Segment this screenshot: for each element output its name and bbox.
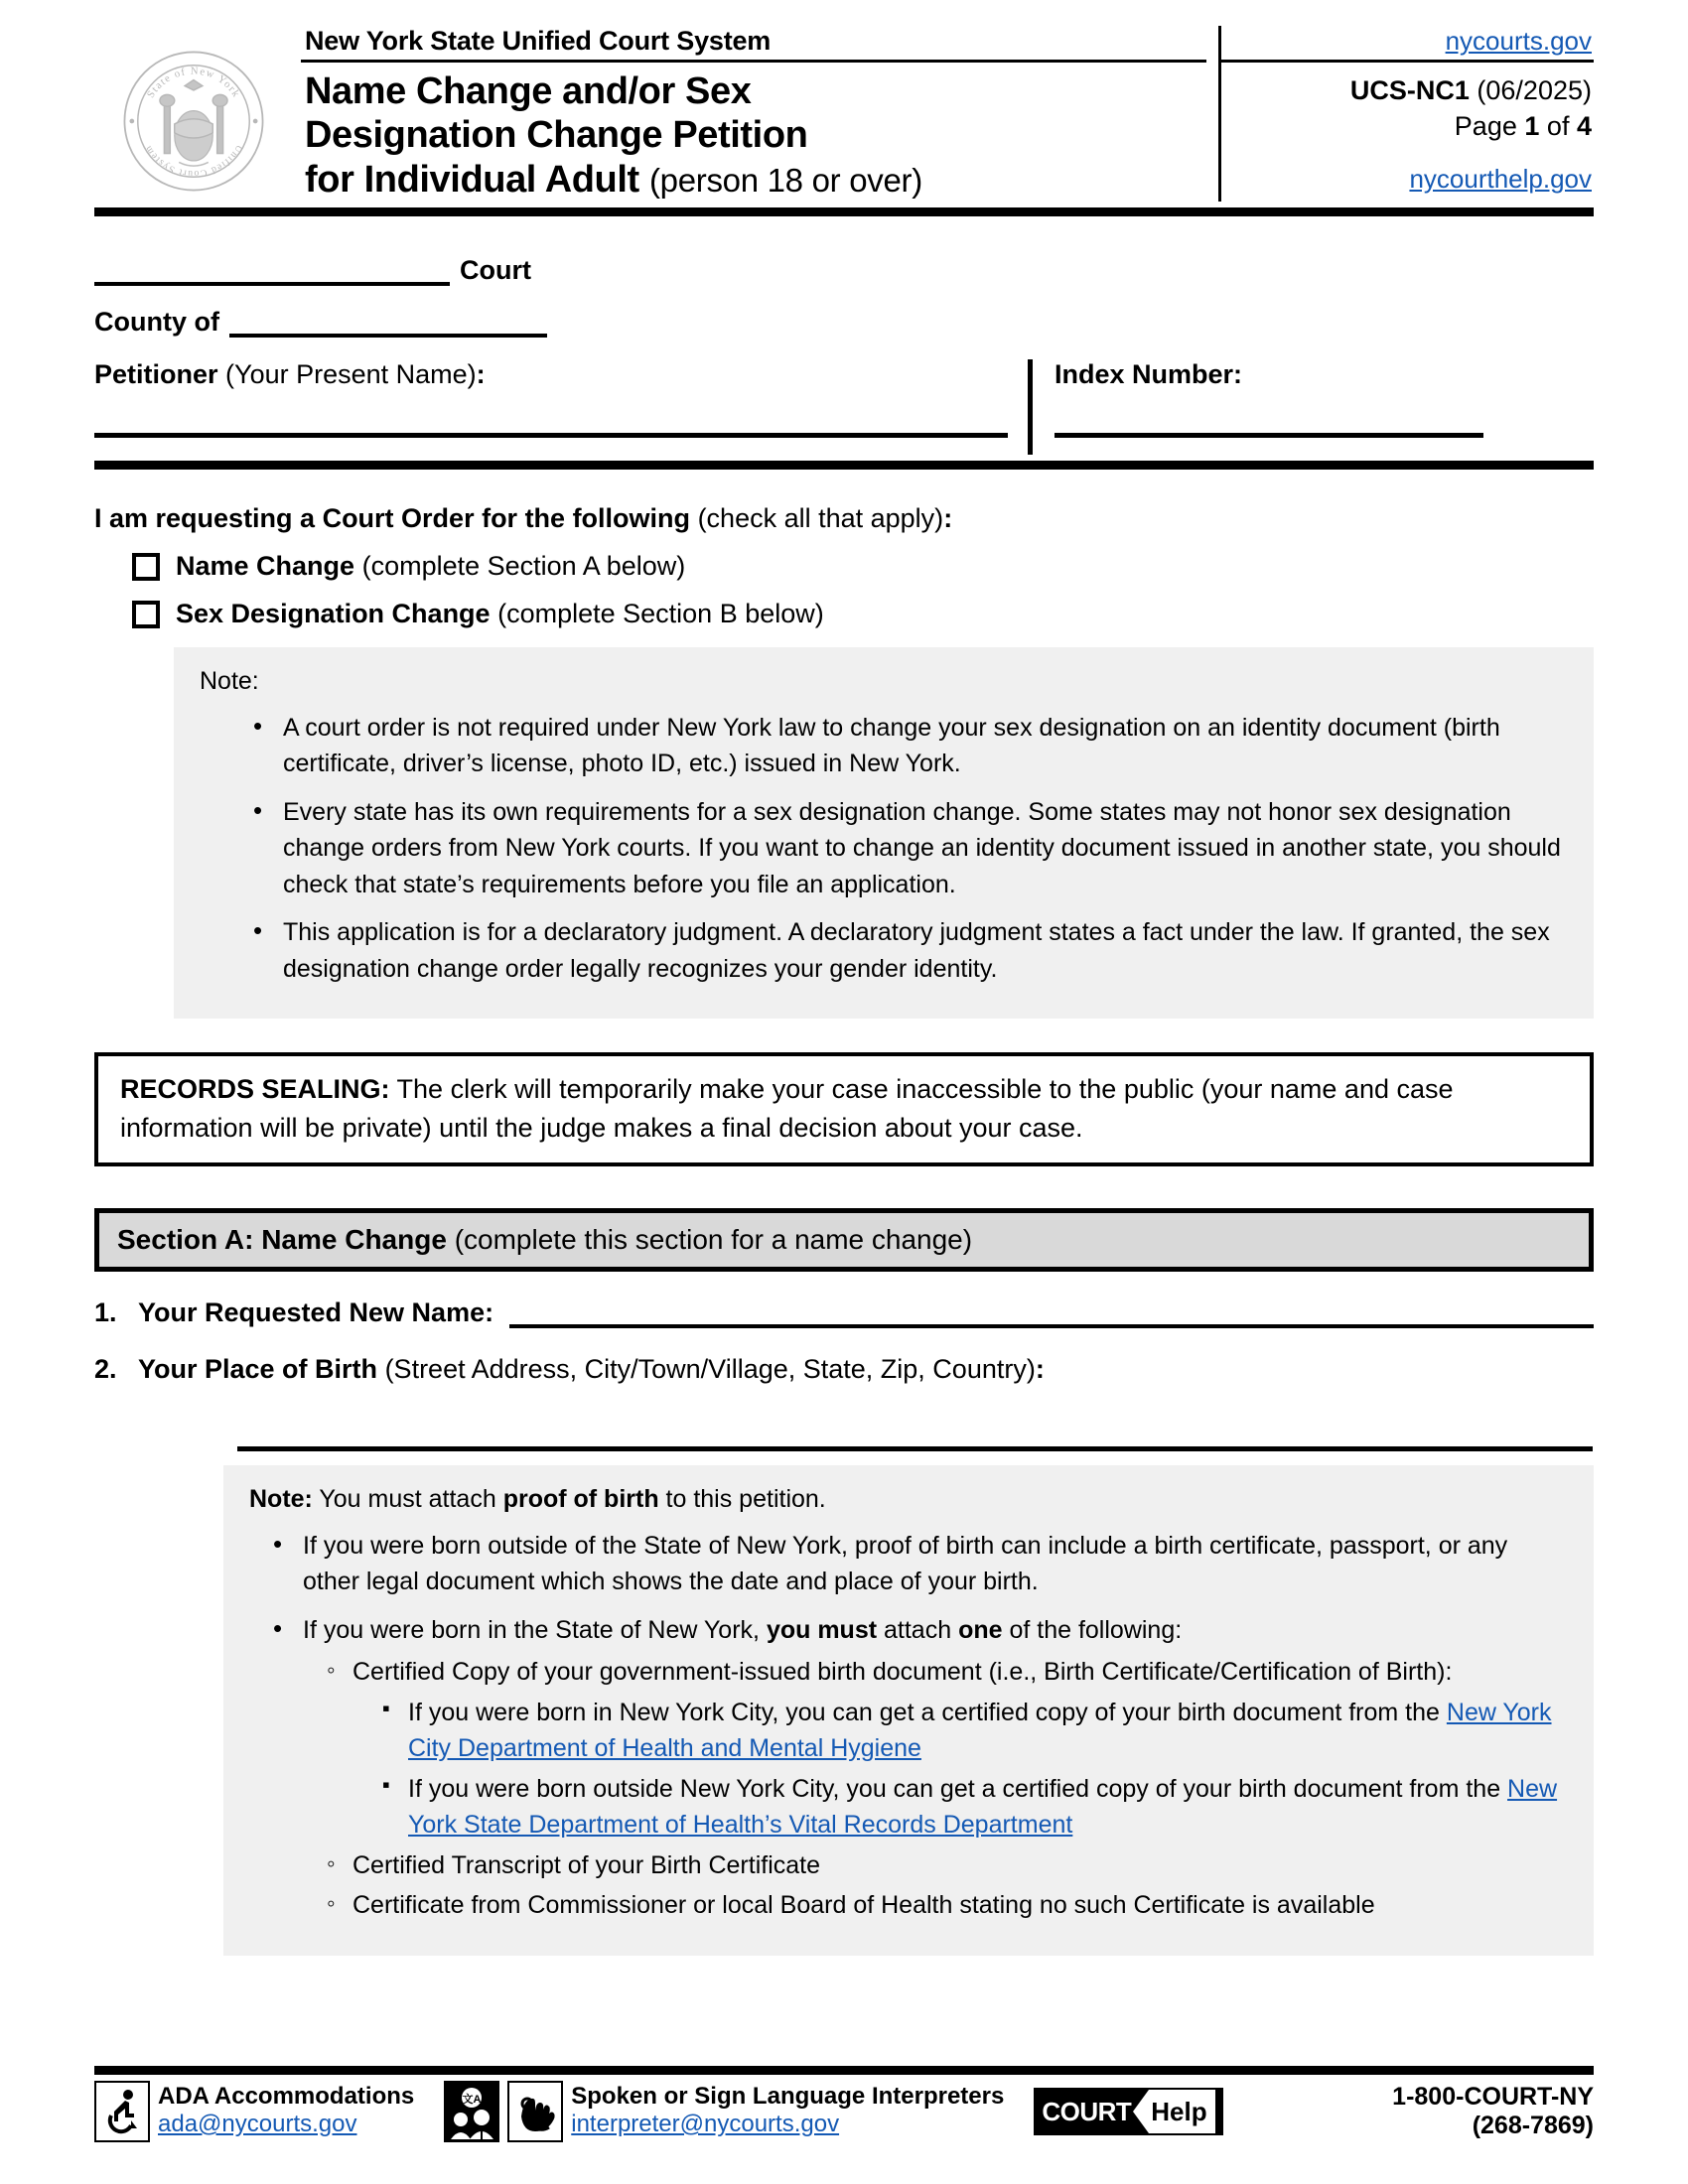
page-of-word: of <box>1546 111 1570 141</box>
seal-container <box>94 26 293 202</box>
courthelp-phone <box>1392 2083 1594 2141</box>
note-box-proof-of-birth <box>223 1465 1594 1956</box>
item-2-colon: : <box>1035 1354 1045 1385</box>
phone-line-2: (268-7869) <box>1472 2112 1594 2139</box>
page-indicator <box>1239 106 1594 142</box>
form-title-line-2: Designation Change Petition <box>305 114 808 157</box>
note-box-2-bullet-in-ny <box>273 1612 1566 1924</box>
agency-name: New York State Unified Court System <box>305 26 772 56</box>
form-number <box>1239 69 1594 106</box>
item-1-number: 1. <box>94 1297 117 1328</box>
petitioner-label <box>94 359 992 390</box>
checkbox-name-change-bold: Name Change <box>176 551 355 582</box>
caption-divider <box>94 461 1594 470</box>
note-box-2-bullet-outside-ny: • If you were born outside of the State of New York, proof of birth can include a birth certificate, passport, or any other legal document which shows the date and place of your birth. <box>273 1528 1566 1600</box>
note-box-1-bullet: • A court order is not required under New York law to change your sex designation on an identity document (birth certificate, driver’s license, photo ID, etc.) issued in New York. <box>253 710 1566 782</box>
note-box-2-title-bold: Note: <box>249 1485 313 1514</box>
item-1-label: Your Requested New Name: <box>138 1297 494 1328</box>
nyc-text: If you were born in New York City, you can get a certified copy of your birth document from the <box>408 1698 1447 1726</box>
phone-line-1: 1-800-COURT-NY <box>1392 2082 1594 2111</box>
svg-text:Unified Court System: Unified Court System <box>142 142 245 180</box>
sub-item-commissioner-certificate: ◦ Certificate from Commissioner or local Board of Health stating no such Certificate is available <box>327 1887 1566 1924</box>
certified-copy-text: Certified Copy of your government-issued birth document (i.e., Birth Certificate/Certification of Birth): <box>352 1658 1453 1687</box>
note-box-1-bullet: • This application is for a declaratory judgment. A declaratory judgment states a fact under the law. If granted, the sex designation change order legally recognizes your gender identity. <box>253 914 1566 987</box>
note-box-1-list <box>200 710 1566 988</box>
item-1-row <box>94 1297 1594 1328</box>
courthelp-word-help: Help <box>1149 2090 1214 2133</box>
footer-divider <box>94 2066 1594 2075</box>
form-meta <box>1218 26 1594 202</box>
page-title <box>301 69 1206 202</box>
courthelp-logo <box>1034 2088 1222 2135</box>
request-heading-colon: : <box>943 503 953 534</box>
county-name-input[interactable] <box>229 310 547 338</box>
county-row <box>94 286 1594 338</box>
svg-text:文A: 文A <box>462 2094 482 2106</box>
interpreter-title: Spoken or Sign Language Interpreters <box>571 2083 1005 2111</box>
note-box-sex-designation <box>174 647 1594 1019</box>
item-2-label-bold: Your Place of Birth <box>138 1354 378 1385</box>
checkbox-sex-designation-change[interactable] <box>132 601 160 628</box>
in-ny-text-pre: If you were born in the State of New York, <box>303 1615 767 1644</box>
petitioner-name-input[interactable] <box>94 433 1008 438</box>
sub-sub-item-outside-nyc <box>382 1771 1566 1843</box>
note-box-2-title-reg1: You must attach <box>312 1485 503 1514</box>
checkbox-name-change-hint: (complete Section A below) <box>361 551 686 582</box>
checkbox-label-sex-designation-change <box>176 599 824 629</box>
note-box-2-subsublist <box>352 1695 1566 1843</box>
in-ny-text-strong-1: you must <box>766 1615 878 1644</box>
checkbox-sex-designation-hint: (complete Section B below) <box>497 599 824 629</box>
form-title-line-3-bold: for Individual Adult <box>305 158 639 201</box>
form-title-line-3-reg: (person 18 or over) <box>648 161 922 199</box>
item-2-label <box>138 1354 1045 1385</box>
checkbox-sex-designation-bold: Sex Designation Change <box>176 599 491 629</box>
sub-sub-item-nyc <box>382 1695 1566 1767</box>
petitioner-cell <box>94 359 1028 455</box>
courthelp-word-court: COURT <box>1042 2096 1132 2126</box>
in-ny-text-mid: attach <box>877 1615 959 1644</box>
page-footer <box>94 2066 1594 2142</box>
note-box-2-title-reg2: to this petition. <box>658 1485 826 1514</box>
records-sealing-text: The clerk will temporarily make your case inaccessible to the public (your name and case information will be private) until the judge makes a final decision about your case. <box>120 1074 1454 1143</box>
footer-row <box>94 2081 1594 2142</box>
request-heading-hint: (check all that apply) <box>697 503 944 534</box>
petitioner-label-bold: Petitioner <box>94 359 218 390</box>
section-a-header <box>94 1208 1594 1272</box>
request-block <box>94 470 1594 1019</box>
svg-text:State of New York: State of New York <box>145 66 242 100</box>
note-box-2-list <box>249 1528 1566 1924</box>
page-word: Page <box>1454 111 1517 141</box>
records-sealing-label: RECORDS SEALING: <box>120 1074 390 1105</box>
sign-language-icon <box>507 2081 563 2142</box>
checkbox-label-name-change <box>176 551 685 582</box>
interpreter-block <box>571 2084 1004 2139</box>
note-box-2-sublist <box>303 1654 1566 1924</box>
outside-nyc-text: If you were born outside New York City, you can get a certified copy of your birth document from the <box>408 1774 1508 1803</box>
petitioner-label-hint: (Your Present Name) <box>225 359 477 390</box>
nyc-dohmh-link[interactable]: New York City Department of Health and Mental Hygiene <box>408 1698 1552 1763</box>
in-ny-text-strong-2: one <box>958 1615 1003 1644</box>
court-label: Court <box>460 255 531 286</box>
index-cell <box>1028 359 1594 455</box>
checkbox-row-sex-designation-change[interactable] <box>94 599 1594 629</box>
records-sealing-box <box>94 1052 1594 1166</box>
ada-email-link[interactable]: ada@nycourts.gov <box>158 2111 357 2138</box>
note-box-1-title: Note: <box>200 667 259 696</box>
place-of-birth-input[interactable] <box>237 1446 1593 1451</box>
form-number-id: UCS-NC1 <box>1349 75 1470 105</box>
agency-rule <box>301 60 1206 63</box>
ada-title: ADA Accommodations <box>158 2083 415 2111</box>
item-2-label-hint: (Street Address, City/Town/Village, State, Zip, Country) <box>384 1354 1036 1385</box>
form-number-revision: (06/2025) <box>1477 75 1592 105</box>
section-a-title: Section A: Name Change <box>117 1224 447 1256</box>
form-title-line-3 <box>305 158 1206 202</box>
page-current: 1 <box>1524 111 1540 141</box>
ada-block <box>158 2084 414 2139</box>
petitioner-colon: : <box>476 359 486 390</box>
nys-doh-vital-records-link[interactable]: New York State Department of Health’s Vital Records Department <box>408 1774 1558 1840</box>
court-row <box>94 242 1594 286</box>
county-label: County of <box>94 307 219 338</box>
note-box-2-title <box>249 1481 1566 1518</box>
index-number-input[interactable] <box>1055 433 1483 438</box>
wheelchair-accessibility-icon <box>94 2081 150 2142</box>
sub-item-certified-copy <box>327 1654 1566 1843</box>
ny-court-seal-icon <box>120 48 267 195</box>
header-divider <box>94 207 1594 216</box>
interpreter-email-link[interactable]: interpreter@nycourts.gov <box>571 2111 840 2138</box>
requested-new-name-input[interactable] <box>509 1302 1594 1328</box>
index-number-label: Index Number: <box>1055 359 1243 390</box>
section-a-hint: (complete this section for a name change) <box>454 1224 973 1256</box>
title-container <box>293 26 1218 202</box>
party-row <box>94 359 1594 455</box>
meta-rule <box>1221 60 1594 63</box>
request-heading-bold: I am requesting a Court Order for the following <box>94 503 691 534</box>
nycourts-gov-link[interactable]: nycourts.gov <box>1445 26 1592 56</box>
page-total: 4 <box>1576 111 1592 141</box>
item-2-number: 2. <box>94 1354 117 1385</box>
item-2-row <box>94 1354 1594 1385</box>
request-heading <box>94 503 1594 534</box>
form-title-line-1: Name Change and/or Sex <box>305 70 752 112</box>
nycourthelp-gov-link[interactable]: nycourthelp.gov <box>1409 164 1592 194</box>
spoken-language-icon <box>444 2081 499 2142</box>
sub-item-certified-transcript: ◦ Certified Transcript of your Birth Certificate <box>327 1847 1566 1884</box>
note-box-1-bullet: • Every state has its own requirements for a sex designation change. Some states may not honor sex designation change orders from New York courts. If you want to change an identity document issued in another state, you should check that state’s requirements before you file an application. <box>253 794 1566 903</box>
checkbox-row-name-change[interactable] <box>94 551 1594 582</box>
in-ny-text-post: of the following: <box>1002 1615 1183 1644</box>
court-name-input[interactable] <box>94 258 450 286</box>
form-header <box>94 0 1594 202</box>
courthelp-wedge <box>1133 2090 1149 2133</box>
note-box-2-title-strong: proof of birth <box>502 1485 659 1514</box>
checkbox-name-change[interactable] <box>132 553 160 581</box>
case-caption <box>94 216 1594 455</box>
